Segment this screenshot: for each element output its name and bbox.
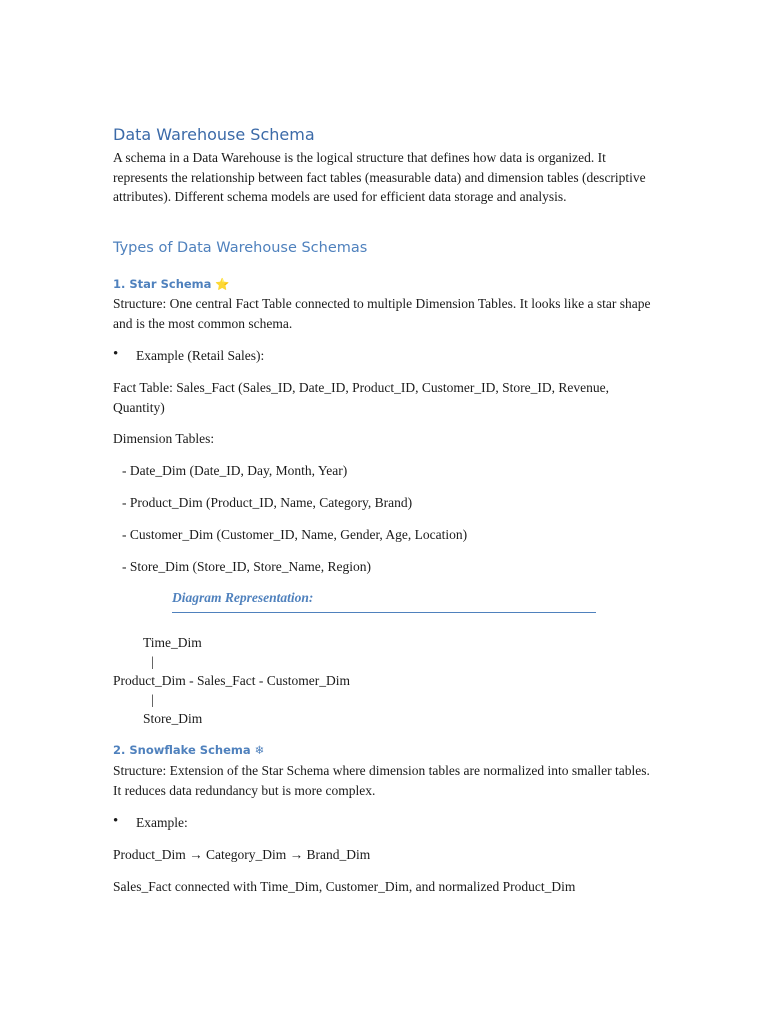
- snowflake-example-label: Example:: [136, 815, 188, 830]
- snowflake-structure-paragraph: Structure: Extension of the Star Schema where dimension tables are normalized into smaller tables. It reduces data redundancy but is more complex.: [113, 763, 650, 798]
- fact-table-paragraph: Fact Table: Sales_Fact (Sales_ID, Date_ID, Product_ID, Customer_ID, Store_ID, Revenue, Quantity): [113, 380, 609, 415]
- diagram-connector-bottom: |: [151, 692, 154, 707]
- star-example-label: Example (Retail Sales):: [136, 348, 265, 363]
- dimension-item-date: - Date_Dim (Date_ID, Day, Month, Year): [122, 463, 348, 478]
- star-schema-heading: 1. Star Schema ⭐: [113, 277, 230, 291]
- document-title: Data Warehouse Schema: [113, 125, 315, 144]
- types-heading: Types of Data Warehouse Schemas: [113, 240, 368, 256]
- dimension-item-product: - Product_Dim (Product_ID, Name, Category, Brand): [122, 495, 413, 510]
- diagram-store-dim: Store_Dim: [143, 711, 203, 726]
- bullet-icon: •: [113, 346, 119, 362]
- diagram-connector-top: |: [151, 654, 154, 669]
- diagram-time-dim: Time_Dim: [143, 635, 202, 650]
- diagram-title: Diagram Representation:: [172, 590, 596, 613]
- dimension-tables-label: Dimension Tables:: [113, 431, 215, 446]
- intro-paragraph: A schema in a Data Warehouse is the logical structure that defines how data is organized. It represents the relationship between fact tables (measurable data) and dimension tables (descriptive attributes). Different schema models are used for efficient data storage and analysis.: [113, 150, 646, 204]
- dimension-item-store: - Store_Dim (Store_ID, Store_Name, Region): [122, 559, 371, 574]
- dimension-item-customer: - Customer_Dim (Customer_ID, Name, Gender, Age, Location): [122, 527, 468, 542]
- diagram-center-row: Product_Dim - Sales_Fact - Customer_Dim: [113, 673, 350, 688]
- snowflake-connection: Sales_Fact connected with Time_Dim, Customer_Dim, and normalized Product_Dim: [113, 879, 576, 894]
- star-structure-paragraph: Structure: One central Fact Table connected to multiple Dimension Tables. It looks like a star shape and is the most common schema.: [113, 296, 651, 331]
- snowflake-chain: Product_Dim → Category_Dim → Brand_Dim: [113, 847, 371, 862]
- snowflake-schema-heading: 2. Snowflake Schema ❄: [113, 743, 265, 757]
- bullet-icon: •: [113, 813, 119, 829]
